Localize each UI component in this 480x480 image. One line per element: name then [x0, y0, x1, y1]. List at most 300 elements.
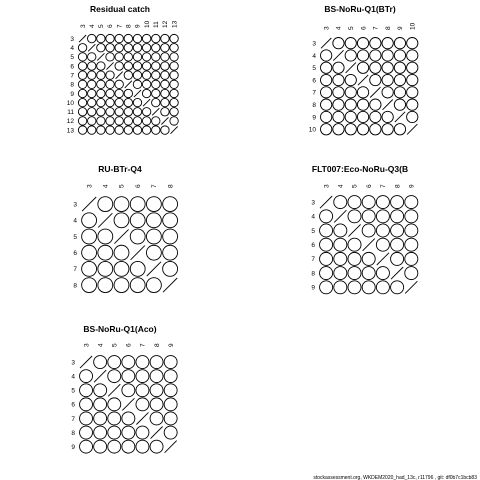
correlation-circle: [320, 74, 331, 85]
row-tick-label: 3: [73, 201, 77, 209]
panel-title: BS-NoRu-Q1(BTr): [324, 4, 396, 14]
column-tick-label: 6: [125, 343, 133, 347]
diagonal-mark: [165, 441, 177, 453]
correlation-circle: [115, 108, 123, 116]
correlation-circle: [333, 87, 344, 98]
correlation-circle: [320, 210, 333, 223]
column-tick-label: 5: [347, 26, 355, 30]
correlation-circle: [97, 71, 105, 79]
correlation-circle: [161, 98, 169, 106]
correlation-circle: [320, 111, 331, 122]
correlation-circle: [348, 252, 361, 265]
correlation-circle: [133, 98, 141, 106]
correlation-circle: [88, 98, 96, 106]
correlation-circle: [124, 108, 132, 116]
correlation-circle: [357, 87, 368, 98]
correlation-circle: [152, 62, 160, 70]
correlation-circle: [133, 126, 141, 134]
correlation-circle: [124, 71, 132, 79]
correlation-circle: [78, 62, 86, 70]
correlation-circle: [88, 117, 96, 125]
row-tick-label: 5: [71, 387, 75, 395]
correlation-circle: [334, 224, 347, 237]
correlation-circle: [124, 98, 132, 106]
correlation-circle: [362, 267, 375, 280]
column-tick-label: 4: [88, 24, 96, 28]
correlation-circle: [88, 62, 96, 70]
correlation-circle: [170, 71, 178, 79]
correlation-circle: [130, 197, 145, 212]
row-tick-label: 3: [71, 359, 75, 367]
correlation-circle: [170, 98, 178, 106]
correlation-circle: [133, 80, 141, 88]
diagonal-mark: [333, 50, 343, 60]
correlation-circle: [136, 384, 149, 397]
diagonal-mark: [383, 100, 393, 110]
correlation-circle: [163, 229, 178, 244]
correlation-circle: [391, 252, 404, 265]
column-tick-label: 10: [143, 20, 151, 28]
row-tick-label: 7: [73, 266, 77, 274]
correlation-circle: [115, 98, 123, 106]
column-tick-label: 7: [380, 184, 388, 188]
diagonal-mark: [391, 267, 403, 279]
correlation-circle: [394, 62, 405, 73]
correlation-circle: [320, 267, 333, 280]
correlation-circle: [163, 213, 178, 228]
correlation-circle: [407, 111, 418, 122]
correlation-circle: [170, 34, 178, 42]
correlation-circle: [376, 224, 389, 237]
correlation-circle: [78, 126, 86, 134]
column-tick-label: 5: [118, 184, 126, 188]
correlation-circle: [122, 356, 135, 369]
correlation-circle: [150, 384, 163, 397]
correlation-circle: [78, 80, 86, 88]
diagonal-mark: [407, 124, 417, 134]
correlation-circle: [88, 80, 96, 88]
correlation-circle: [130, 213, 145, 228]
diagonal-mark: [122, 398, 134, 410]
row-tick-label: 8: [70, 81, 74, 89]
column-tick-label: 8: [153, 343, 161, 347]
column-tick-label: 3: [323, 184, 331, 188]
correlation-circle: [333, 111, 344, 122]
correlation-circle: [152, 44, 160, 52]
correlation-circle: [114, 278, 129, 293]
correlation-circle: [115, 89, 123, 97]
correlation-circle: [136, 370, 149, 383]
correlation-circle: [405, 267, 418, 280]
column-tick-label: 9: [134, 24, 142, 28]
row-tick-label: 8: [312, 101, 316, 109]
correlation-circle: [334, 252, 347, 265]
diagonal-mark: [151, 427, 163, 439]
correlation-circle: [405, 224, 418, 237]
correlation-circle: [161, 108, 169, 116]
correlation-circle: [362, 196, 375, 209]
column-tick-label: 5: [98, 24, 106, 28]
row-tick-label: 6: [312, 77, 316, 85]
correlation-circle: [108, 356, 121, 369]
correlation-circle: [405, 238, 418, 251]
correlation-circle: [161, 71, 169, 79]
correlation-circle: [170, 117, 178, 125]
correlation-circle: [124, 117, 132, 125]
correlation-circle: [146, 229, 161, 244]
footer-text: stockassessment.org, WKDEM2020_had_13c, r11796 , git: df0b7c1bcb83: [313, 475, 477, 480]
correlation-circle: [146, 278, 161, 293]
row-tick-label: 9: [311, 284, 315, 292]
row-tick-label: 3: [70, 35, 74, 43]
row-tick-label: 7: [71, 415, 75, 423]
row-tick-label: 8: [73, 282, 77, 290]
row-tick-label: 9: [312, 114, 316, 122]
correlation-circle: [370, 124, 381, 135]
diagonal-mark: [131, 246, 145, 260]
correlation-circle: [136, 398, 149, 411]
correlation-circle: [106, 80, 114, 88]
correlation-circle: [376, 238, 389, 251]
correlation-circle: [114, 213, 129, 228]
column-tick-label: 13: [171, 20, 179, 28]
row-tick-label: 4: [312, 52, 316, 60]
correlation-circle: [82, 278, 97, 293]
correlation-circle: [98, 197, 113, 212]
column-tick-label: 8: [167, 184, 175, 188]
diagonal-mark: [106, 62, 113, 69]
correlation-circle: [115, 34, 123, 42]
correlation-circle: [130, 261, 145, 276]
diagonal-mark: [136, 412, 148, 424]
correlation-circle: [348, 238, 361, 251]
row-tick-label: 7: [311, 256, 315, 264]
correlation-circle: [334, 238, 347, 251]
correlation-circle: [78, 98, 86, 106]
correlation-circle: [370, 99, 381, 110]
correlation-circle: [152, 71, 160, 79]
column-tick-label: 9: [408, 184, 416, 188]
diagonal-mark: [97, 53, 104, 60]
row-tick-label: 6: [311, 242, 315, 249]
correlation-circle: [161, 89, 169, 97]
column-tick-label: 7: [372, 26, 380, 30]
correlation-circle: [133, 71, 141, 79]
correlation-circle: [382, 111, 393, 122]
correlation-circle: [152, 98, 160, 106]
correlation-circle: [320, 238, 333, 251]
column-tick-label: 6: [134, 184, 142, 188]
correlation-circle: [146, 213, 161, 228]
correlation-circle: [407, 87, 418, 98]
correlation-circle: [357, 124, 368, 135]
column-tick-label: 10: [409, 22, 417, 30]
panel-2: [309, 4, 418, 135]
correlation-circle: [124, 89, 132, 97]
correlation-circle: [164, 356, 177, 369]
column-tick-label: 3: [83, 343, 91, 347]
correlation-circle: [124, 44, 132, 52]
correlation-circle: [391, 224, 404, 237]
correlation-circle: [136, 426, 149, 439]
correlation-circle: [161, 44, 169, 52]
correlation-circle: [345, 124, 356, 135]
correlation-circle: [106, 117, 114, 125]
correlation-circle: [320, 281, 333, 294]
correlation-circle: [80, 426, 93, 439]
row-tick-label: 6: [70, 63, 74, 71]
diagonal-mark: [88, 44, 95, 51]
row-tick-label: 4: [311, 213, 315, 221]
correlation-circle: [88, 53, 96, 61]
correlation-circle: [407, 62, 418, 73]
correlation-circle: [108, 426, 121, 439]
correlation-circle: [80, 398, 93, 411]
column-tick-label: 3: [86, 184, 94, 188]
correlation-circle: [94, 384, 107, 397]
correlation-circle: [405, 252, 418, 265]
panel-title: BS-NoRu-Q1(Aco): [83, 324, 157, 334]
correlation-circle: [357, 111, 368, 122]
correlation-circle: [164, 412, 177, 425]
correlation-circle: [405, 196, 418, 209]
column-tick-label: 8: [125, 24, 133, 28]
correlation-circle: [333, 37, 344, 48]
correlation-circle: [82, 213, 97, 228]
correlation-circle: [97, 117, 105, 125]
correlation-circle: [170, 108, 178, 116]
correlation-circle: [320, 224, 333, 237]
row-tick-label: 8: [71, 429, 75, 437]
diagonal-mark: [358, 75, 368, 85]
correlation-circle: [376, 210, 389, 223]
row-tick-label: 11: [67, 109, 74, 117]
column-tick-label: 6: [107, 24, 115, 28]
correlation-circle: [382, 74, 393, 85]
correlation-circle: [170, 53, 178, 61]
correlation-circle: [133, 44, 141, 52]
correlation-circle: [94, 412, 107, 425]
correlation-circle: [345, 87, 356, 98]
correlation-circle: [152, 80, 160, 88]
row-tick-label: 7: [312, 89, 316, 97]
correlation-circle: [357, 37, 368, 48]
correlation-circle: [106, 71, 114, 79]
correlation-circle: [150, 440, 163, 453]
correlation-circle: [142, 62, 150, 70]
row-tick-label: 9: [71, 443, 75, 451]
correlation-circle: [334, 281, 347, 294]
correlation-circle: [98, 245, 113, 260]
correlation-circle: [133, 62, 141, 70]
column-tick-label: 7: [151, 184, 159, 188]
correlation-circle: [146, 245, 161, 260]
correlation-circle: [348, 210, 361, 223]
correlation-circle: [164, 370, 177, 383]
correlation-circle: [152, 53, 160, 61]
diagonal-mark: [334, 210, 346, 222]
correlation-circle: [150, 356, 163, 369]
diagonal-mark: [395, 112, 405, 122]
diagonal-mark: [94, 370, 106, 382]
correlation-circle: [382, 62, 393, 73]
column-tick-label: 4: [337, 184, 345, 188]
correlation-circle: [320, 50, 331, 61]
correlation-circle: [142, 126, 150, 134]
row-tick-label: 5: [73, 233, 77, 241]
correlation-circle: [142, 80, 150, 88]
correlation-circle: [97, 126, 105, 134]
correlation-circle: [133, 53, 141, 61]
correlation-circle: [115, 126, 123, 134]
correlation-circle: [345, 99, 356, 110]
diagonal-mark: [152, 108, 159, 115]
correlation-circle: [97, 44, 105, 52]
correlation-circle: [106, 53, 114, 61]
correlation-circle: [334, 196, 347, 209]
correlation-circle: [376, 267, 389, 280]
correlation-circle: [407, 37, 418, 48]
correlation-circle: [382, 87, 393, 98]
panel-title: Residual catch: [90, 4, 150, 14]
correlation-circle: [136, 356, 149, 369]
correlation-circle: [394, 74, 405, 85]
column-tick-label: 12: [162, 20, 170, 28]
correlation-circle: [320, 87, 331, 98]
correlation-circle: [333, 124, 344, 135]
correlation-circle: [163, 245, 178, 260]
correlation-circle: [407, 74, 418, 85]
column-tick-label: 4: [102, 184, 110, 188]
correlation-circle: [115, 44, 123, 52]
diagonal-mark: [125, 81, 132, 88]
correlation-circle: [122, 440, 135, 453]
panel-title: RU-BTr-Q4: [98, 164, 142, 174]
diagonal-mark: [80, 356, 92, 368]
correlation-circle: [108, 412, 121, 425]
column-tick-label: 9: [167, 343, 175, 347]
panel-4: [311, 164, 417, 294]
correlation-circle: [136, 440, 149, 453]
correlation-circle: [80, 384, 93, 397]
panel-3: [73, 164, 177, 293]
column-tick-label: 11: [152, 21, 160, 28]
row-tick-label: 12: [66, 118, 74, 126]
correlation-circle: [122, 370, 135, 383]
correlation-circle: [97, 62, 105, 70]
correlation-circle: [152, 117, 160, 125]
correlation-circle: [152, 126, 160, 134]
row-tick-label: 3: [312, 40, 316, 48]
correlation-circle: [163, 197, 178, 212]
correlation-circle: [152, 34, 160, 42]
diagonal-mark: [108, 384, 120, 396]
correlation-circle: [370, 74, 381, 85]
row-tick-label: 10: [308, 126, 316, 134]
correlation-circle: [122, 426, 135, 439]
correlation-circle: [106, 98, 114, 106]
correlation-circle: [348, 267, 361, 280]
row-tick-label: 6: [71, 401, 75, 409]
diagonal-mark: [321, 38, 331, 48]
correlation-circle: [115, 62, 123, 70]
panel-title: FLT007:Eco-NoRu-Q3(B: [311, 164, 409, 174]
correlation-circle: [405, 210, 418, 223]
panel-5: [71, 324, 177, 453]
correlation-circle: [82, 261, 97, 276]
diagonal-mark: [348, 224, 360, 236]
correlation-circle: [376, 196, 389, 209]
correlation-circle: [333, 74, 344, 85]
correlation-circle: [124, 53, 132, 61]
correlation-circle: [142, 89, 150, 97]
correlation-circle: [164, 426, 177, 439]
correlation-circle: [78, 89, 86, 97]
row-tick-label: 5: [312, 65, 316, 73]
column-tick-label: 4: [335, 26, 343, 30]
row-tick-label: 9: [70, 90, 74, 98]
correlation-circle: [348, 281, 361, 294]
correlation-circle: [106, 89, 114, 97]
correlation-circle: [142, 53, 150, 61]
correlation-circle: [348, 196, 361, 209]
correlation-circle: [382, 37, 393, 48]
correlation-circle: [161, 126, 169, 134]
correlation-circle: [376, 281, 389, 294]
correlation-circle: [320, 124, 331, 135]
correlation-circle: [97, 80, 105, 88]
correlation-circle: [170, 44, 178, 52]
correlation-circle: [78, 108, 86, 116]
column-tick-label: 3: [323, 26, 331, 30]
correlation-circle: [382, 50, 393, 61]
correlation-circle: [88, 34, 96, 42]
correlation-circle: [391, 281, 404, 294]
correlation-circle: [320, 62, 331, 73]
correlation-circle: [80, 412, 93, 425]
correlation-circle: [97, 89, 105, 97]
correlation-circle: [94, 440, 107, 453]
column-tick-label: 6: [365, 184, 373, 188]
correlation-circle: [394, 37, 405, 48]
correlation-circle: [382, 124, 393, 135]
correlation-circle: [357, 62, 368, 73]
correlation-circle: [106, 44, 114, 52]
correlation-circle: [170, 80, 178, 88]
correlation-circle: [88, 71, 96, 79]
diagonal-mark: [320, 196, 332, 208]
diagonal-mark: [147, 262, 161, 276]
correlation-circle: [164, 384, 177, 397]
correlation-circle: [78, 117, 86, 125]
correlation-circle: [333, 62, 344, 73]
correlation-circle: [98, 278, 113, 293]
column-tick-label: 4: [97, 343, 105, 347]
correlation-circle: [345, 37, 356, 48]
correlation-circle: [334, 267, 347, 280]
correlation-circle: [97, 98, 105, 106]
correlation-circle: [142, 71, 150, 79]
correlation-circle: [161, 53, 169, 61]
correlation-circle: [370, 111, 381, 122]
correlation-circle: [94, 426, 107, 439]
row-tick-label: 4: [70, 45, 74, 53]
correlation-circle: [88, 126, 96, 134]
correlation-circle: [78, 71, 86, 79]
correlation-circle: [320, 252, 333, 265]
correlation-circle: [370, 37, 381, 48]
diagonal-mark: [346, 63, 356, 73]
